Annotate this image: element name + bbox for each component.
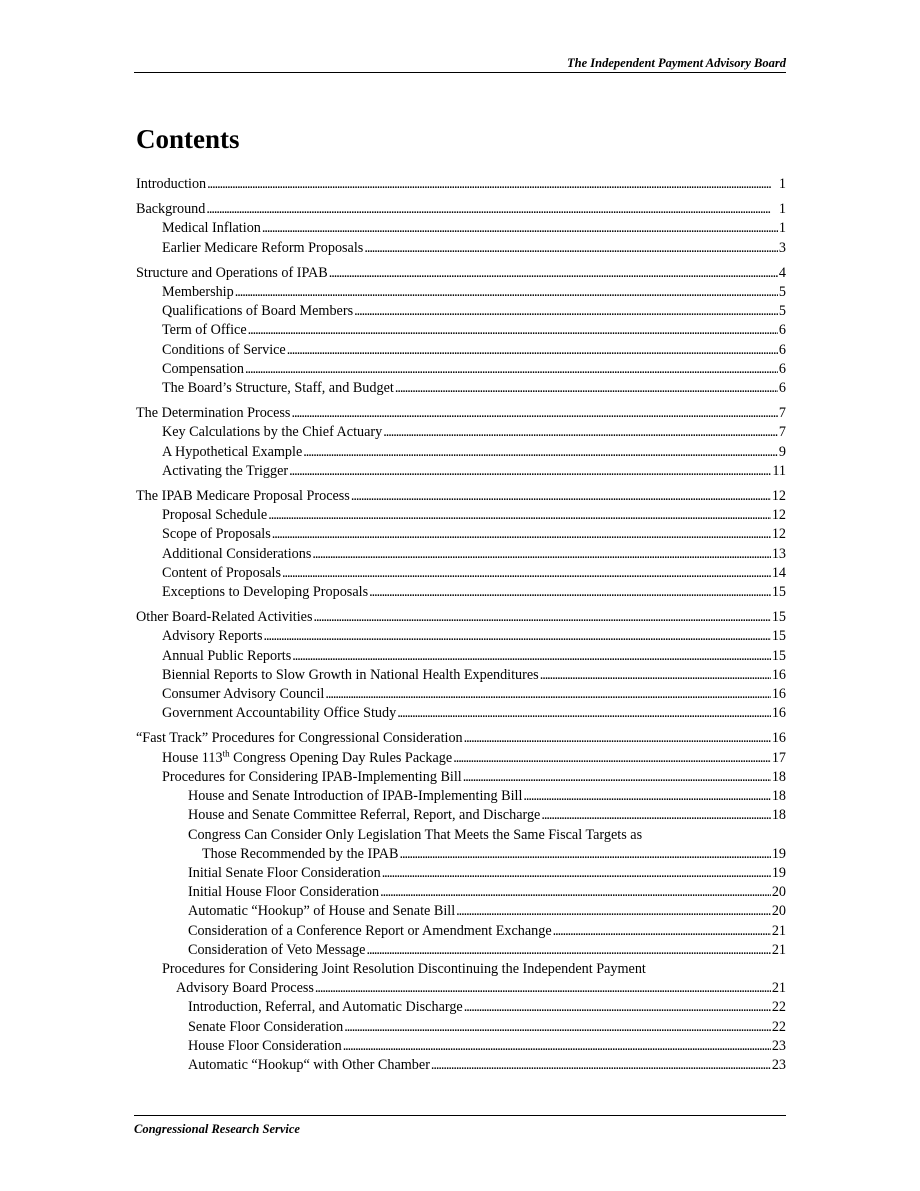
toc-entry[interactable]	[136, 729, 786, 748]
table-of-contents	[136, 175, 786, 1075]
toc-entry[interactable]	[136, 341, 786, 360]
toc-entry-page-number: 17	[771, 749, 786, 766]
toc-entry-page-number: 5	[778, 303, 786, 320]
dot-leader	[380, 883, 771, 902]
toc-entry-page-number: 18	[771, 807, 786, 824]
toc-entry-label: House and Senate Introduction of IPAB-Implementing Bill	[188, 788, 523, 805]
toc-entry-label: The Board’s Structure, Staff, and Budget	[162, 380, 394, 397]
toc-entry[interactable]	[136, 1018, 786, 1037]
toc-entry-label: Additional Considerations	[162, 545, 312, 562]
toc-entry-label: Content of Proposals	[162, 564, 282, 581]
toc-entry-page-number: 11	[772, 462, 786, 479]
toc-entry-page-number: 22	[771, 999, 786, 1016]
toc-entry-label: Other Board-Related Activities	[136, 609, 313, 626]
toc-entry[interactable]	[136, 608, 786, 627]
dot-leader	[354, 302, 778, 321]
toc-entry-page-number: 1	[778, 220, 786, 237]
toc-entry[interactable]	[136, 826, 786, 864]
toc-entry-label: Procedures for Considering IPAB-Implementing Bill	[162, 768, 462, 785]
toc-entry[interactable]	[136, 998, 786, 1017]
dot-leader	[395, 379, 778, 398]
toc-entry-page-number: 20	[771, 903, 786, 920]
toc-entry-label: A Hypothetical Example	[162, 443, 303, 460]
dot-leader	[464, 729, 771, 748]
toc-entry-page-number: 7	[778, 424, 786, 441]
dot-leader	[315, 979, 771, 998]
toc-entry-page-number: 21	[771, 922, 786, 939]
dot-leader	[303, 443, 778, 462]
toc-entry-label: Senate Floor Consideration	[188, 1018, 344, 1035]
toc-entry-label-rest: Congress Opening Day Rules Package	[229, 749, 453, 766]
toc-entry[interactable]	[136, 768, 786, 787]
toc-entry-label	[162, 749, 452, 768]
toc-entry[interactable]	[136, 487, 786, 506]
toc-entry-page-number: 20	[771, 884, 786, 901]
toc-entry[interactable]	[136, 200, 786, 219]
dot-leader	[245, 360, 778, 379]
toc-entry[interactable]	[136, 749, 786, 768]
toc-entry[interactable]	[136, 922, 786, 941]
dot-leader	[343, 1037, 771, 1056]
toc-entry-label: Key Calculations by the Chief Actuary	[162, 424, 383, 441]
toc-entry[interactable]	[136, 404, 786, 423]
dot-leader	[383, 423, 778, 442]
dot-leader	[314, 608, 771, 627]
toc-entry-label: Automatic “Hookup“ with Other Chamber	[188, 1056, 430, 1073]
toc-entry-label: Consideration of a Conference Report or Amendment Exchange	[188, 922, 552, 939]
toc-entry-label: Exceptions to Developing Proposals	[162, 584, 369, 601]
toc-entry-label-superscript: th	[222, 747, 230, 758]
toc-entry-page-number: 7	[778, 405, 786, 422]
toc-entry[interactable]	[136, 685, 786, 704]
toc-entry-page-number: 14	[771, 564, 786, 581]
toc-entry-label: Advisory Reports	[162, 628, 263, 645]
toc-entry-page-number: 15	[771, 584, 786, 601]
toc-entry-page-number: 21	[771, 941, 786, 958]
toc-entry-label-line1: Procedures for Considering Joint Resolution Discontinuing the Independent Payment	[162, 960, 646, 977]
toc-entry[interactable]	[136, 1056, 786, 1075]
toc-entry-label: Annual Public Reports	[162, 647, 292, 664]
dot-leader	[366, 941, 770, 960]
dot-leader	[325, 685, 770, 704]
toc-entry[interactable]	[136, 1037, 786, 1056]
toc-entry-page-number: 6	[778, 360, 786, 377]
running-header: The Independent Payment Advisory Board	[134, 56, 786, 73]
toc-entry-page-number: 6	[778, 341, 786, 358]
running-footer: Congressional Research Service	[134, 1115, 786, 1137]
toc-entry-page-number: 5	[778, 284, 786, 301]
toc-entry[interactable]	[136, 960, 786, 998]
dot-leader	[291, 404, 777, 423]
toc-entry-label: Government Accountability Office Study	[162, 705, 397, 722]
toc-entry-label: Advisory Board Process	[176, 980, 314, 997]
toc-entry-page-number: 12	[771, 507, 786, 524]
toc-entry-page-number: 6	[778, 380, 786, 397]
toc-entry-page-number: 1	[778, 176, 786, 192]
toc-entry-label: The Determination Process	[136, 405, 291, 422]
toc-entry-page-number: 12	[771, 488, 786, 505]
dot-leader	[541, 806, 770, 825]
toc-entry-label: Proposal Schedule	[162, 507, 268, 524]
toc-entry-page-number: 13	[771, 545, 786, 562]
toc-entry-page-number: 15	[771, 609, 786, 626]
toc-entry[interactable]	[136, 443, 786, 462]
toc-entry-label: Consideration of Veto Message	[188, 941, 366, 958]
toc-entry-label-line1: Congress Can Consider Only Legislation That Meets the Same Fiscal Targets as	[188, 826, 643, 843]
dot-leader	[453, 749, 771, 768]
toc-entry-label: Membership	[162, 284, 234, 301]
toc-entry[interactable]	[136, 239, 786, 258]
toc-entry-label: Background	[136, 201, 206, 218]
toc-entry[interactable]	[136, 525, 786, 544]
toc-entry[interactable]	[136, 219, 786, 238]
toc-entry[interactable]	[136, 302, 786, 321]
dot-leader	[464, 998, 771, 1017]
toc-entry-page-number: 21	[771, 980, 786, 997]
dot-leader	[382, 864, 771, 883]
toc-entry[interactable]	[136, 627, 786, 646]
toc-entry-label: House Floor Consideration	[188, 1037, 342, 1054]
toc-entry-label: Initial Senate Floor Consideration	[188, 864, 381, 881]
toc-entry-label: Activating the Trigger	[162, 462, 289, 479]
toc-entry-label: Consumer Advisory Council	[162, 686, 325, 703]
toc-entry-label: Automatic “Hookup” of House and Senate Bill	[188, 903, 456, 920]
toc-entry-label: Biennial Reports to Slow Growth in National Health Expenditures	[162, 666, 539, 683]
toc-entry-page-number: 18	[771, 768, 786, 785]
dot-leader	[523, 787, 770, 806]
toc-entry-page-number: 19	[771, 845, 786, 862]
toc-entry-page-number: 12	[771, 526, 786, 543]
dot-leader	[272, 525, 771, 544]
toc-entry[interactable]	[136, 506, 786, 525]
dot-leader	[207, 175, 778, 194]
toc-entry[interactable]	[136, 564, 786, 583]
dot-leader	[369, 583, 771, 602]
toc-entry[interactable]	[136, 583, 786, 602]
dot-leader	[287, 341, 778, 360]
toc-entry[interactable]	[136, 462, 786, 481]
toc-entry[interactable]	[136, 902, 786, 921]
dot-leader	[248, 321, 778, 340]
dot-leader	[463, 768, 771, 787]
toc-entry-label: Medical Inflation	[162, 220, 261, 237]
dot-leader	[264, 627, 771, 646]
toc-entry-page-number: 16	[771, 666, 786, 683]
toc-entry[interactable]	[136, 360, 786, 379]
dot-leader	[262, 219, 778, 238]
toc-entry-label: Earlier Medicare Reform Proposals	[162, 239, 364, 256]
toc-entry-page-number: 16	[771, 730, 786, 747]
toc-entry[interactable]	[136, 264, 786, 283]
toc-entry-page-number: 18	[771, 788, 786, 805]
toc-entry-page-number: 23	[771, 1056, 786, 1073]
toc-entry[interactable]	[136, 321, 786, 340]
dot-leader	[540, 666, 771, 685]
toc-entry-page-number: 16	[771, 705, 786, 722]
dot-leader	[235, 283, 778, 302]
toc-entry[interactable]	[136, 283, 786, 302]
toc-entry-label-prefix: House 113	[162, 749, 223, 766]
dot-leader	[312, 545, 770, 564]
toc-entry-label: Qualifications of Board Members	[162, 303, 354, 320]
toc-entry[interactable]	[136, 647, 786, 666]
dot-leader	[553, 922, 771, 941]
toc-entry[interactable]	[136, 379, 786, 398]
toc-entry-page-number: 22	[771, 1018, 786, 1035]
dot-leader	[351, 487, 771, 506]
toc-entry-page-number: 3	[778, 239, 786, 256]
dot-leader	[282, 564, 771, 583]
page-title: Contents	[136, 124, 240, 154]
toc-entry-label: Introduction	[136, 176, 207, 192]
toc-entry[interactable]	[136, 175, 786, 194]
dot-leader	[206, 200, 778, 219]
toc-entry-label: Compensation	[162, 360, 244, 377]
dot-leader	[344, 1018, 771, 1037]
toc-entry[interactable]	[136, 806, 786, 825]
dot-leader	[400, 845, 771, 864]
toc-entry-label: Initial House Floor Consideration	[188, 884, 380, 901]
toc-entry-label: Scope of Proposals	[162, 526, 271, 543]
toc-entry[interactable]	[136, 545, 786, 564]
dot-leader	[397, 704, 771, 723]
toc-entry-page-number: 19	[771, 864, 786, 881]
toc-entry-label: Term of Office	[162, 322, 247, 339]
dot-leader	[289, 462, 771, 481]
toc-entry[interactable]	[136, 941, 786, 960]
toc-entry-label: Structure and Operations of IPAB	[136, 264, 328, 281]
toc-entry-page-number: 6	[778, 322, 786, 339]
toc-entry[interactable]	[136, 864, 786, 883]
toc-entry-label: Conditions of Service	[162, 341, 286, 358]
toc-entry[interactable]	[136, 883, 786, 902]
toc-entry-page-number: 16	[771, 686, 786, 703]
dot-leader	[329, 264, 778, 283]
dot-leader	[431, 1056, 771, 1075]
toc-entry-label: House and Senate Committee Referral, Report, and Discharge	[188, 807, 541, 824]
toc-entry-label: The IPAB Medicare Proposal Process	[136, 488, 350, 505]
toc-entry-page-number: 9	[778, 443, 786, 460]
toc-entry-label: Those Recommended by the IPAB	[202, 845, 399, 862]
toc-entry-page-number: 23	[771, 1037, 786, 1054]
toc-entry-label: Introduction, Referral, and Automatic Discharge	[188, 999, 463, 1016]
dot-leader	[268, 506, 771, 525]
toc-entry[interactable]	[136, 704, 786, 723]
dot-leader	[292, 647, 771, 666]
dot-leader	[364, 239, 778, 258]
toc-entry-page-number: 15	[771, 647, 786, 664]
dot-leader	[456, 902, 771, 921]
toc-entry-page-number: 4	[778, 264, 786, 281]
toc-entry-page-number: 1	[778, 201, 786, 218]
toc-entry[interactable]	[136, 423, 786, 442]
toc-entry[interactable]	[136, 787, 786, 806]
toc-entry[interactable]	[136, 666, 786, 685]
toc-entry-label: “Fast Track” Procedures for Congressional Consideration	[136, 730, 463, 747]
toc-entry-page-number: 15	[771, 628, 786, 645]
